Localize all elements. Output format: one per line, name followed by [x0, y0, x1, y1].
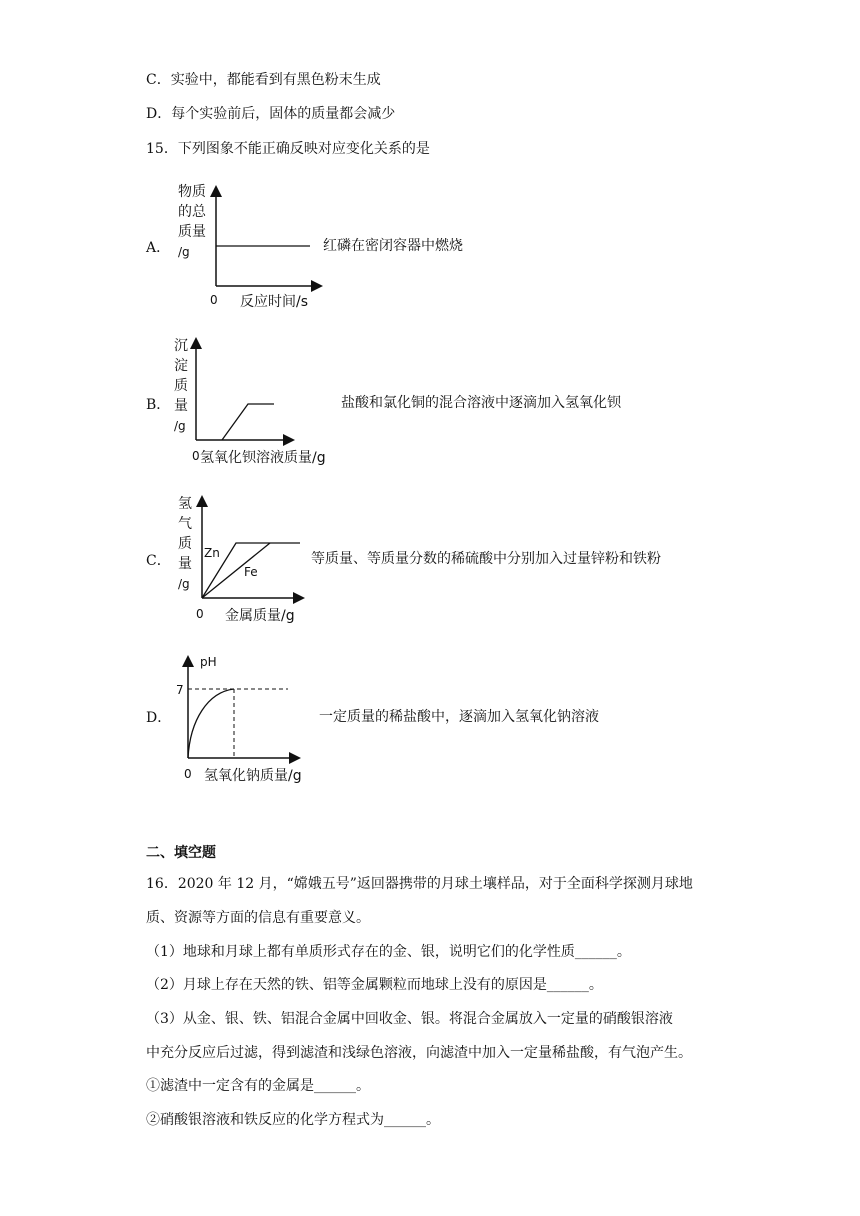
option-c-text: C．实验中，都能看到有黑色粉末生成 — [146, 72, 381, 88]
graph-c-ylabel-1: 氢 — [178, 496, 192, 512]
graph-c-ylabel-3: 质 — [178, 536, 192, 552]
q16-sub-3-line-2: 中充分反应后过滤，得到滤渣和浅绿色溶液，向滤渣中加入一定量稀盐酸，有气泡产生。 — [146, 1045, 692, 1061]
graph-c-origin: 0 — [196, 607, 204, 621]
graph-a — [170, 178, 330, 313]
q16-sub-1: （1）地球和月球上都有单质形式存在的金、银，说明它们的化学性质______。 — [146, 944, 631, 960]
option-a-description: 红磷在密闭容器中燃烧 — [323, 238, 463, 254]
graph-a-ylabel-2: 的总 — [178, 204, 206, 220]
question-15: 15．下列图象不能正确反映对应变化关系的是 — [146, 141, 430, 157]
graph-c-xlabel: 金属质量/g — [225, 608, 295, 624]
graph-d-origin: 0 — [184, 767, 192, 781]
graph-c-yunit: /g — [178, 577, 190, 591]
graph-b-xlabel: 氢氧化钡溶液质量/g — [200, 450, 326, 466]
graph-a-ylabel-1: 物质 — [178, 184, 206, 200]
option-a-letter: A． — [146, 240, 171, 256]
graph-b-ylabel-1: 沉 — [174, 338, 188, 354]
option-d-description: 一定质量的稀盐酸中，逐滴加入氢氧化钠溶液 — [319, 709, 599, 725]
graph-b-ylabel-3: 质 — [174, 378, 188, 394]
graph-c-fe-label: Fe — [244, 565, 258, 579]
option-d-text: D．每个实验前后，固体的质量都会减少 — [146, 106, 396, 122]
graph-b-line — [222, 404, 274, 440]
option-c-letter: C． — [146, 553, 171, 569]
option-d-letter: D． — [146, 710, 172, 726]
q16-line-2: 质、资源等方面的信息有重要意义。 — [146, 910, 370, 926]
graph-d-ytick: 7 — [176, 683, 184, 697]
graph-c-ylabel-4: 量 — [178, 556, 192, 572]
section-2-title: 二、填空题 — [146, 845, 216, 861]
q16-line-1: 16．2020 年 12 月，“嫦娥五号”返回器携带的月球土壤样品，对于全面科学探测月球地 — [146, 876, 693, 892]
graph-a-xlabel: 反应时间/s — [240, 294, 309, 310]
option-c-description: 等质量、等质量分数的稀硫酸中分别加入过量锌粉和铁粉 — [311, 551, 661, 567]
option-b-letter: B． — [146, 397, 171, 413]
graph-a-origin: 0 — [210, 293, 218, 307]
graph-b-yunit: /g — [174, 419, 186, 433]
graph-c-zn-label: Zn — [204, 546, 220, 560]
graph-a-ylabel-3: 质量 — [178, 224, 206, 240]
graph-b-origin: 0 — [192, 449, 200, 463]
q16-sub-2: （2）月球上存在天然的铁、铝等金属颗粒而地球上没有的原因是______。 — [146, 977, 603, 993]
graph-c — [170, 490, 315, 625]
option-b-description: 盐酸和氯化铜的混合溶液中逐滴加入氢氧化钡 — [341, 395, 621, 411]
q16-circ-1: ①滤渣中一定含有的金属是______。 — [146, 1078, 370, 1094]
q16-sub-3-line-1: （3）从金、银、铁、铝混合金属中回收金、银。将混合金属放入一定量的硝酸银溶液 — [146, 1011, 673, 1027]
graph-d-xlabel: 氢氧化钠质量/g — [204, 768, 302, 784]
graph-b-ylabel-4: 量 — [174, 398, 188, 414]
graph-a-yunit: /g — [178, 245, 190, 259]
graph-d-ylabel: pH — [200, 655, 217, 669]
graph-b-ylabel-2: 淀 — [174, 358, 188, 374]
q16-circ-2: ②硝酸银溶液和铁反应的化学方程式为______。 — [146, 1112, 440, 1128]
graph-b — [170, 332, 360, 470]
graph-d-curve — [188, 689, 234, 758]
graph-c-ylabel-2: 气 — [178, 516, 192, 532]
